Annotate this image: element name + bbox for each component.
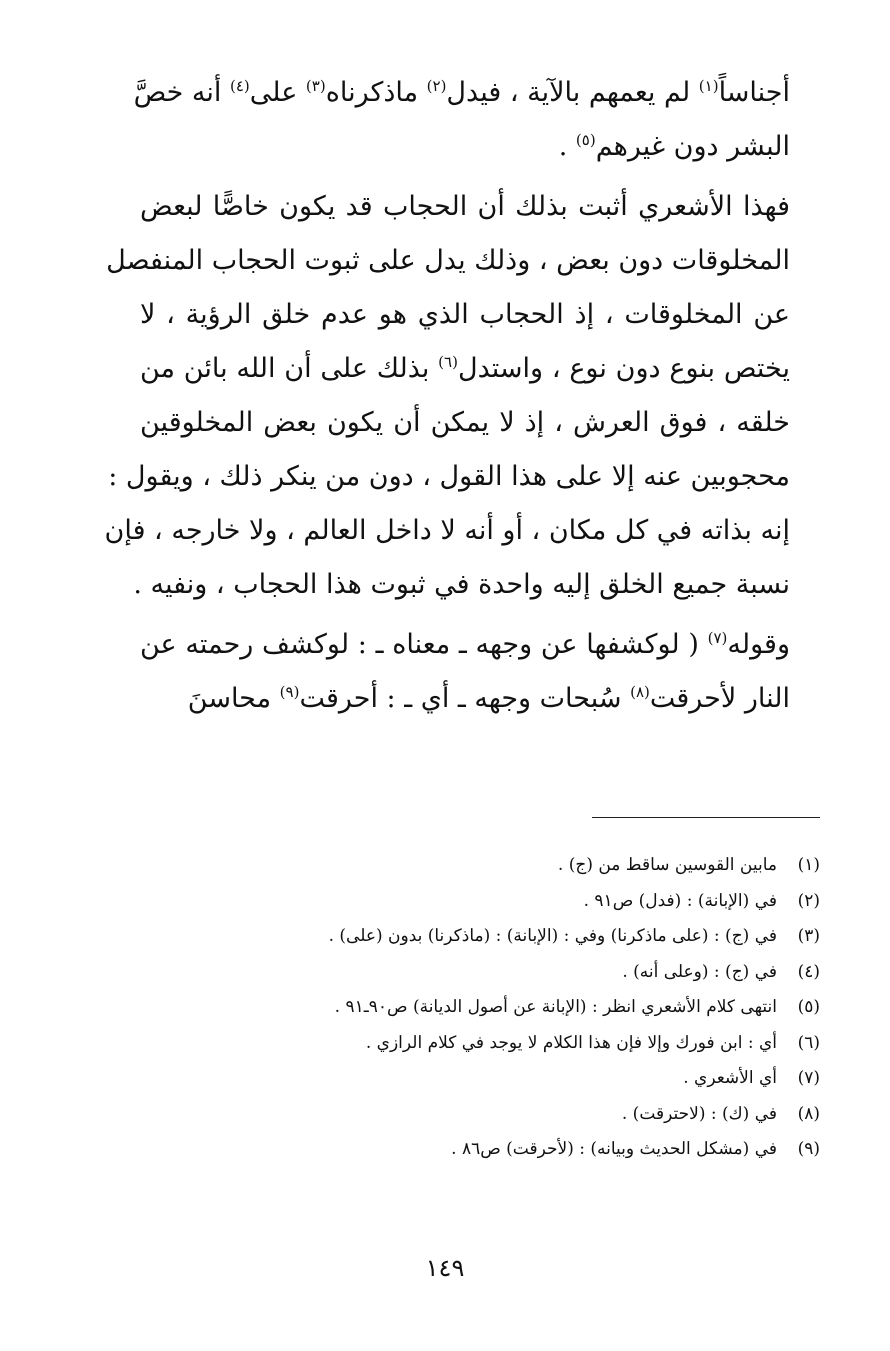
text-run: البشر دون غيرهم — [595, 131, 790, 162]
body-paragraph — [133, 66, 820, 174]
footnote-number: (٢) — [797, 890, 820, 911]
footnote-text: مابين القوسين ساقط من (ج) . — [557, 855, 777, 875]
footnote-number: (٦) — [797, 1032, 820, 1053]
footnote-item — [120, 955, 820, 991]
text-run: محاسنَ — [187, 683, 280, 714]
main-text — [104, 66, 820, 726]
footnote-item — [120, 1132, 820, 1168]
footnote-text: أي الأشعري . — [683, 1068, 777, 1088]
footnote-marker: (٥) — [575, 131, 596, 149]
text-run: المخلوقات دون بعض ، وذلك يدل على ثبوت الحجاب المنفصل — [106, 245, 790, 276]
body-paragraph — [104, 180, 820, 612]
footnote-marker: (٨) — [630, 683, 650, 701]
footnote-marker: (١) — [698, 77, 719, 95]
footnote-item — [120, 1097, 820, 1133]
footnote-separator — [592, 817, 820, 818]
footnote-text: في (الإبانة) : (فدل) ص٩١ . — [583, 890, 777, 911]
footnote-text: في (ج) : (وعلى أنه) . — [622, 961, 777, 982]
text-run: إنه بذاته في كل مكان ، أو أنه لا داخل العالم ، ولا خارجه ، فإن — [104, 515, 790, 546]
text-line — [104, 504, 820, 558]
text-line — [133, 66, 820, 120]
text-run: نسبة جميع الخلق إليه واحدة في ثبوت هذا الحجاب ، ونفيه . — [133, 569, 790, 600]
footnote-number: (٩) — [797, 1139, 820, 1159]
text-run: ماذكرناه — [325, 77, 427, 108]
text-run: يختص بنوع دون نوع ، واستدل — [457, 353, 790, 384]
footnote-item — [120, 884, 820, 920]
footnote-number: (٣) — [797, 926, 820, 946]
footnote-number: (٥) — [797, 997, 820, 1017]
page-number: ١٤٩ — [425, 1254, 465, 1282]
footnote-text: أي : ابن فورك وإلا فإن هذا الكلام لا يوجد في كلام الرازي . — [365, 1032, 777, 1053]
footnote-text: في (ج) : (على ماذكرنا) وفي : (الإبانة) : (ماذكرنا) بدون (على) . — [328, 926, 777, 946]
text-line — [140, 672, 820, 726]
text-run: النار لأحرقت — [649, 683, 790, 714]
text-run: ( لوكشفها عن وجهه ـ معناه ـ : لوكشف رحمته عن — [140, 629, 708, 660]
text-run: أنه خصَّ — [133, 77, 230, 108]
text-run: سُبحات وجهه ـ أي ـ : أحرقت — [299, 683, 631, 714]
text-line — [140, 288, 820, 342]
text-run: لم يعمهم بالآية ، فيدل — [446, 77, 699, 108]
footnote-number: (٤) — [797, 961, 820, 982]
footnotes-list — [120, 848, 820, 1168]
footnote-item — [120, 919, 820, 955]
text-run: محجوبين عنه إلا على هذا القول ، دون من ينكر ذلك ، ويقول : — [108, 461, 790, 492]
footnote-number: (٧) — [797, 1068, 820, 1088]
footnote-marker: (٣) — [305, 77, 326, 95]
text-line — [140, 618, 820, 672]
footnote-item — [120, 1061, 820, 1097]
footnote-marker: (٤) — [230, 77, 250, 95]
text-run: على — [249, 77, 306, 108]
footnote-text: انتهى كلام الأشعري انظر : (الإبانة عن أصول الديانة) ص٩٠ـ٩١ . — [334, 997, 777, 1017]
text-line — [140, 180, 820, 234]
text-run: فهذا الأشعري أثبت بذلك أن الحجاب قد يكون خاصًّا لبعض — [140, 191, 790, 222]
footnote-marker: (٩) — [279, 683, 300, 701]
footnote-number: (٨) — [797, 1103, 820, 1124]
text-line — [140, 120, 820, 174]
footnote-number: (١) — [797, 855, 820, 875]
footnote-marker: (٧) — [707, 629, 728, 647]
footnote-marker: (٢) — [426, 77, 447, 95]
text-line — [133, 558, 820, 612]
text-run: خلقه ، فوق العرش ، إذ لا يمكن أن يكون بعض المخلوقين — [140, 407, 790, 438]
text-run: أجناساً — [718, 77, 790, 108]
text-line — [140, 342, 820, 396]
text-run: بذلك على أن الله بائن من — [140, 353, 439, 384]
footnote-marker: (٦) — [438, 353, 458, 371]
body-paragraph — [140, 618, 820, 726]
text-run: عن المخلوقات ، إذ الحجاب الذي هو عدم خلق الرؤية ، لا — [140, 299, 790, 330]
footnote-item — [120, 848, 820, 884]
text-run: وقوله — [727, 629, 790, 660]
footnote-item — [120, 990, 820, 1026]
footnote-text: في (مشكل الحديث وبيانه) : (لأحرقت) ص٨٦ . — [451, 1139, 777, 1159]
footnote-text: في (ك) : (لاحترقت) . — [621, 1103, 777, 1124]
text-line — [140, 396, 820, 450]
text-line — [106, 234, 820, 288]
footnote-item — [120, 1026, 820, 1062]
text-line — [108, 450, 820, 504]
text-run: . — [558, 131, 576, 162]
